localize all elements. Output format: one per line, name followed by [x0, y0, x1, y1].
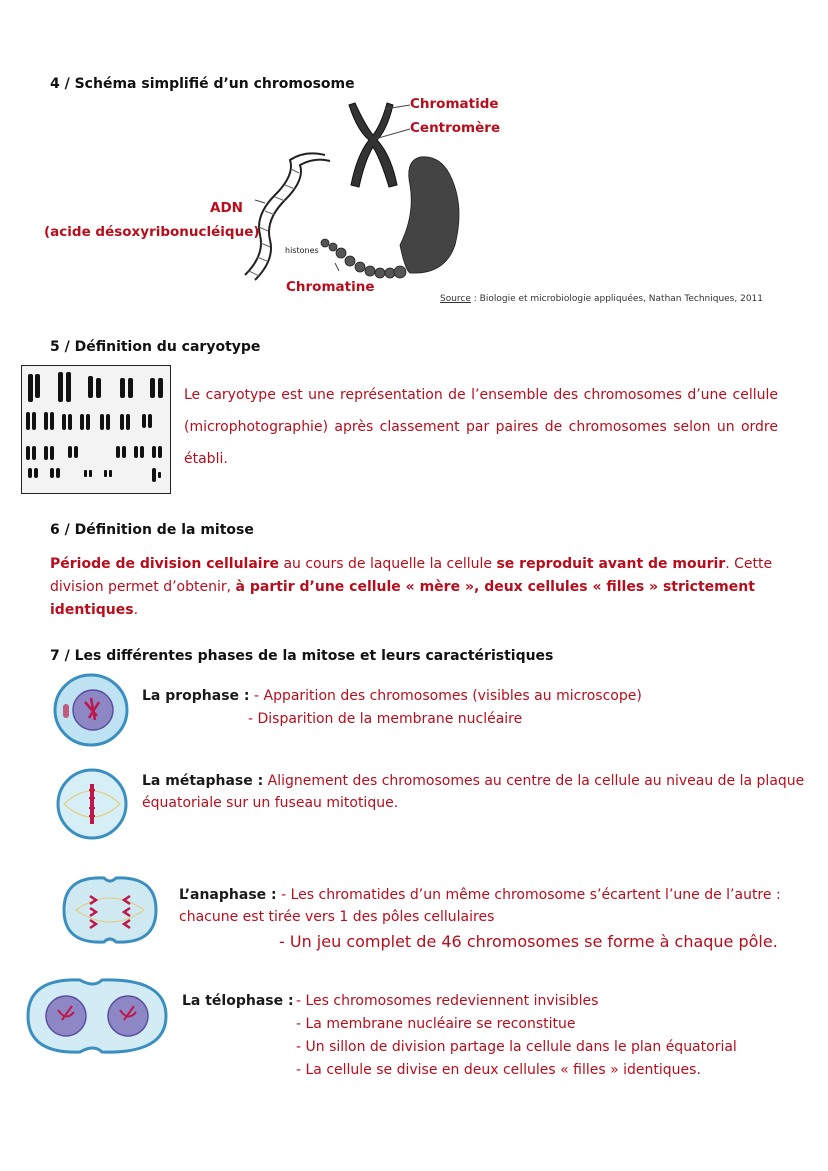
mitose-definition — [50, 553, 780, 622]
metaphase-name: La métaphase : — [142, 773, 264, 789]
label-adn-full: (acide désoxyribonucléique) — [44, 224, 260, 240]
source-text: : Biologie et microbiologie appliquées, Nathan Techniques, 2011 — [470, 294, 763, 304]
anaphase-cell-icon — [54, 872, 166, 948]
telophase-line3: - Un sillon de division partage la cellule dans le plan équatorial — [296, 1039, 737, 1055]
karyotype-definition: Le caryotype est une représentation de l’ensemble des chromosomes d’une cellule (microphotographie) après classement par paires de chromosomes selon un ordre établi. — [184, 387, 778, 467]
metaphase-block — [142, 770, 804, 792]
telophase-line1: - Les chromosomes redeviennent invisibles — [296, 993, 599, 1009]
label-chromatine: Chromatine — [286, 279, 375, 295]
anaphase-line2: chacune est tirée vers 1 des pôles cellulaires — [179, 909, 495, 925]
metaphase-line2: équatoriale sur un fuseau mitotique. — [142, 795, 399, 811]
mitose-def-part2: au cours de laquelle la cellule — [279, 556, 497, 572]
label-chromatide: Chromatide — [410, 96, 499, 112]
telophase-line2: - La membrane nucléaire se reconstitue — [296, 1016, 576, 1032]
karyotype-chromosomes-icon — [22, 366, 170, 493]
telophase-name: La télophase : — [182, 993, 294, 1009]
anaphase-block — [179, 884, 781, 906]
section-4-title: 4 / Schéma simplifié d’un chromosome — [50, 76, 355, 92]
mitose-def-part4: . Cette division permet d’obtenir, — [50, 556, 773, 595]
section-5-title: 5 / Définition du caryotype — [50, 339, 261, 355]
anaphase-line3: - Un jeu complet de 46 chromosomes se forme à chaque pôle. — [279, 932, 778, 951]
dna-helix-illustration — [245, 153, 330, 280]
mitose-def-part6: . — [133, 602, 139, 618]
karyotype-photo — [21, 365, 171, 494]
x-chromosome-illustration — [349, 103, 397, 187]
telophase-block — [182, 990, 294, 1012]
source-label: Source — [440, 294, 471, 304]
section-6-title: 6 / Définition de la mitose — [50, 522, 254, 538]
source-citation — [440, 294, 763, 304]
label-adn: ADN — [210, 200, 243, 216]
mitose-def-part3: se reproduit avant de mourir — [496, 556, 726, 572]
label-histones: histones — [285, 246, 319, 255]
metaphase-line1: Alignement des chromosomes au centre de la cellule au niveau de la plaque — [267, 773, 805, 789]
prophase-line1: - Apparition des chromosomes (visibles au microscope) — [253, 688, 642, 704]
prophase-cell-icon — [53, 672, 129, 748]
telophase-cell-icon — [22, 974, 172, 1058]
section-7-title: 7 / Les différentes phases de la mitose et leurs caractéristiques — [50, 648, 554, 664]
mitose-def-part5: à partir d’une cellule « mère », deux cellules « filles » strictement identiques — [50, 579, 755, 618]
anaphase-name: L’anaphase : — [179, 887, 277, 903]
metaphase-cell-icon — [56, 768, 128, 840]
mitose-def-part1: Période de division cellulaire — [50, 556, 279, 572]
prophase-line2: - Disparition de la membrane nucléaire — [248, 711, 523, 727]
anaphase-line1: - Les chromatides d’un même chromosome s’écartent l’une de l’autre : — [281, 887, 781, 903]
prophase-block — [142, 685, 642, 707]
prophase-name: La prophase : — [142, 688, 250, 704]
telophase-line4: - La cellule se divise en deux cellules « filles » identiques. — [296, 1062, 701, 1078]
label-centromere: Centromère — [410, 120, 501, 136]
